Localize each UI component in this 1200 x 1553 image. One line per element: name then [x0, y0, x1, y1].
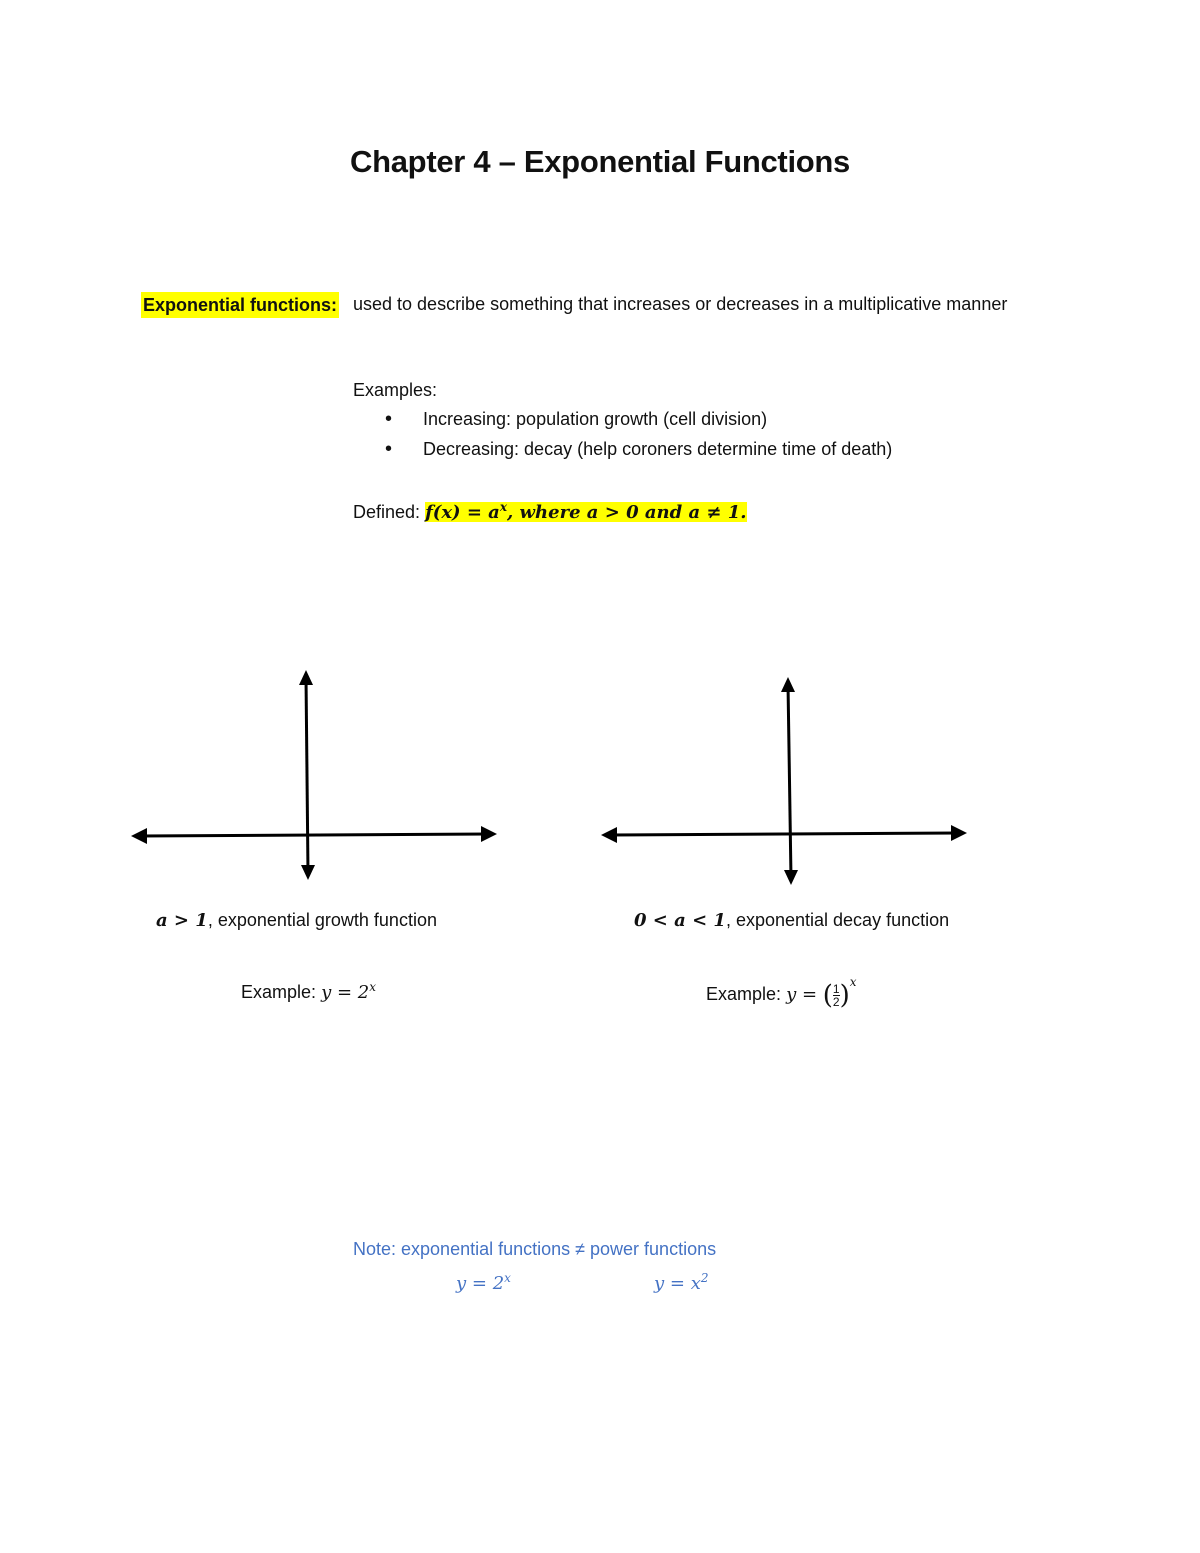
x-axis-line: [139, 834, 489, 836]
defined-formula: $f(x) = a^x$, where a > 0 and a ≠ 1.: [425, 500, 747, 523]
defined-label: Defined:: [353, 502, 421, 522]
page-title: Chapter 4 – Exponential Functions: [350, 144, 850, 179]
x-axis-left-arrow: [601, 827, 617, 843]
growth-axes: [125, 665, 505, 885]
definition-text: used to describe something that increases or decreases in a multiplicative manner: [353, 294, 1008, 314]
defined-line: [353, 495, 747, 525]
example-item-increasing: • Increasing: population growth (cell division): [385, 407, 892, 437]
y-axis-line: [306, 677, 308, 873]
y-axis-up-arrow: [299, 670, 313, 685]
note-left-equation: $y = 2^x$: [456, 1271, 511, 1294]
note-text: Note: exponential functions ≠ power functions: [353, 1239, 717, 1259]
x-axis-left-arrow: [131, 828, 147, 844]
examples-list: [385, 407, 892, 467]
decay-example: Example: y = ( $\frac{1}{2}$ )$^x$: [706, 975, 857, 1011]
y-axis-line: [788, 684, 791, 878]
definition-term: Exponential functions:: [141, 292, 339, 318]
example-item-decreasing: • Decreasing: decay (help coroners determine time of death): [385, 437, 892, 467]
note-right-equation: $y = x^2$: [654, 1271, 709, 1294]
growth-caption: a > 1, exponential growth function: [156, 910, 437, 931]
x-axis-right-arrow: [481, 826, 497, 842]
fraction-one-half: $\frac{1}{2}$: [832, 981, 840, 1009]
y-axis-up-arrow: [781, 677, 795, 692]
x-axis-right-arrow: [951, 825, 967, 841]
y-axis-down-arrow: [784, 870, 798, 885]
y-axis-down-arrow: [301, 865, 315, 880]
examples-heading: Examples:: [353, 380, 438, 400]
decay-axes: [595, 672, 975, 892]
growth-example: Example: $y = 2^x$: [241, 980, 376, 1003]
decay-caption: 0 < a < 1, exponential decay function: [634, 910, 950, 931]
x-axis-line: [609, 833, 959, 835]
